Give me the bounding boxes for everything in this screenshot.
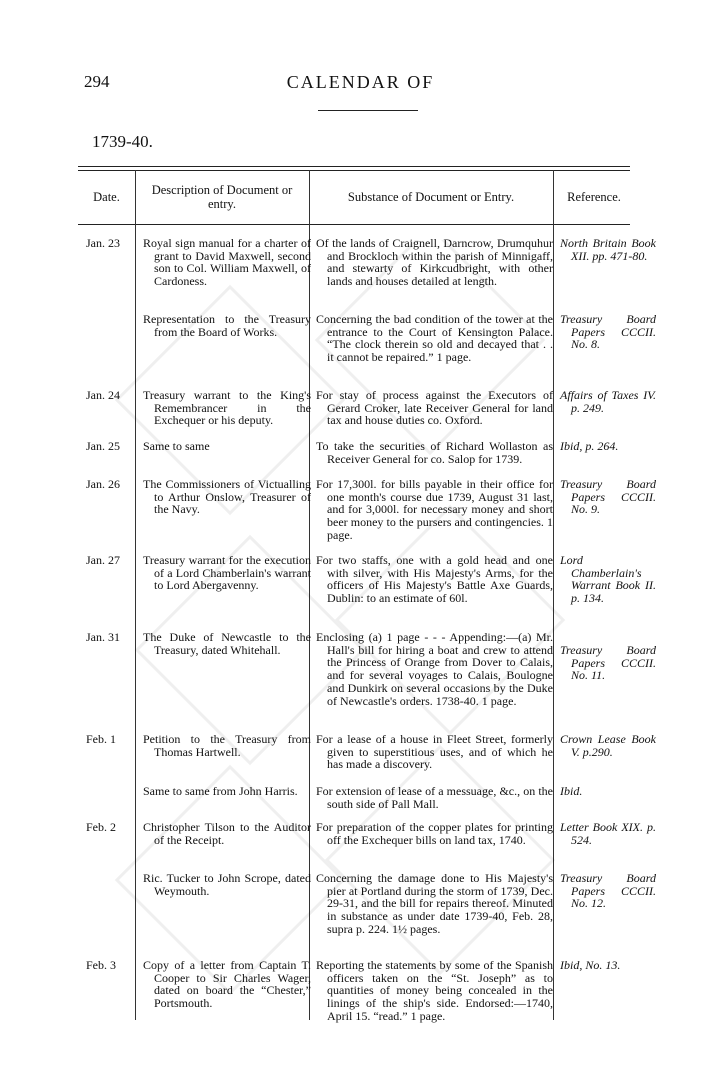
entry-substance: For two staffs, one with a gold head and one with silver, with His Majesty's Arms, for the officers of His Majesty's Battle Axe Guards, Dublin: to an estimate of 60l. xyxy=(316,553,553,606)
entry-description: The Duke of Newcastle to the Treasury, dated Whitehall. xyxy=(143,630,311,657)
entry-reference: Letter Book XIX. p. 524. xyxy=(560,820,656,847)
entry-reference: Affairs of Taxes IV. p. 249. xyxy=(560,388,656,415)
entry-date: Jan. 23 xyxy=(86,236,120,250)
entry-substance: Concerning the damage done to His Majesty's pier at Portland during the storm of 1739, Dec. 29-31, and the bill for repairs thereof. Minuted in substance as under date 1739-40, Feb. 28, supra p. 224. 1½ pages. xyxy=(316,871,553,936)
entry-substance: For 17,300l. for bills payable in their office for one month's course due 1739, August 31 last, and for 3,000l. for necessary money and short beer money to the pursers and contingencies. 1 page. xyxy=(316,477,553,542)
entry-substance: Reporting the statements by some of the Spanish officers taken on the “St. Joseph” as to quantities of money being concealed in the linings of the ship's side. Endorsed:—1740, April 15. “read.” 1 page. xyxy=(316,958,553,1023)
page-number: 294 xyxy=(84,72,110,91)
entry-reference: Treasury Board Papers CCCII. No. 11. xyxy=(560,643,656,683)
entry-description: Petition to the Treasury from Thomas Hartwell. xyxy=(143,732,311,759)
entry-reference: Ibid, p. 264. xyxy=(560,439,619,453)
entry-date: Jan. 31 xyxy=(86,630,120,644)
entry-substance: For preparation of the copper plates for printing off the Exchequer bills on land tax, 1740. xyxy=(316,820,553,847)
entry-date: Jan. 25 xyxy=(86,439,120,453)
column-header-description: Description of Document or entry. xyxy=(151,183,293,211)
column-header-reference: Reference. xyxy=(567,190,621,204)
entry-date: Feb. 1 xyxy=(86,732,116,746)
entry-reference: Ibid, No. 13. xyxy=(560,958,621,972)
entry-reference: Treasury Board Papers CCCII. No. 8. xyxy=(560,312,656,352)
entry-substance: Enclosing (a) 1 page - - - Appending:—(a) Mr. Hall's bill for hiring a boat and crew to attend the Princess of Orange from Dover to Calais, and for several voyages to Calais, Boulogne and Dunkirk on several occasions by the Duke of Newcastle's orders. 1738-40. 1 page. xyxy=(316,630,553,708)
entry-date: Feb. 2 xyxy=(86,820,116,834)
entry-reference: Treasury Board Papers CCCII. No. 9. xyxy=(560,477,656,517)
entry-substance: For a lease of a house in Fleet Street, formerly given to superstitious uses, and of which he has made a discovery. xyxy=(316,732,553,772)
entry-reference: North Britain Book XII. pp. 471-80. xyxy=(560,236,656,263)
entry-substance: To take the securities of Richard Wollaston as Receiver General for co. Salop for 1739. xyxy=(316,439,553,466)
entry-substance: Of the lands of Craignell, Darncrow, Drumquhur and Brockloch within the parish of Minnigaff, and stewarty of Kirkcudbright, with other lands and houses detailed at length. xyxy=(316,236,553,289)
entry-reference: Treasury Board Papers CCCII. No. 12. xyxy=(560,871,656,911)
entry-description: Same to same from John Harris. xyxy=(143,784,298,798)
entry-description: Copy of a letter from Captain T. Cooper to Sir Charles Wager, dated on board the “Chester,” Portsmouth. xyxy=(143,958,311,1011)
entry-date: Jan. 26 xyxy=(86,477,120,491)
entry-description: Treasury warrant for the execution of a Lord Chamberlain's warrant to Lord Abergavenny. xyxy=(143,553,311,593)
table-top-rule xyxy=(78,166,630,167)
column-header-date: Date. xyxy=(93,190,120,204)
column-header-substance: Substance of Document or Entry. xyxy=(347,190,515,204)
entry-substance: For extension of lease of a messuage, &c., on the south side of Pall Mall. xyxy=(316,784,553,811)
table-header-rule xyxy=(78,224,630,225)
title-rule xyxy=(318,110,418,111)
entry-date: Feb. 3 xyxy=(86,958,116,972)
entry-description: The Commissioners of Victualling to Arthur Onslow, Treasurer of the Navy. xyxy=(143,477,311,517)
entry-substance: Concerning the bad condition of the tower at the entrance to the Court of Kensington Palace. “The clock therein so old and decayed that . . it cannot be repaired.” 1 page. xyxy=(316,312,553,365)
entry-substance: For stay of process against the Executors of Gerard Croker, late Receiver General for land tax and house duties co. Oxford. xyxy=(316,388,553,428)
entry-date: Jan. 27 xyxy=(86,553,120,567)
entry-date: Jan. 24 xyxy=(86,388,120,402)
year-heading: 1739-40. xyxy=(92,132,153,151)
entry-description: Ric. Tucker to John Scrope, dated Weymouth. xyxy=(143,871,311,898)
running-title: CALENDAR OF xyxy=(286,72,435,92)
entry-description: Treasury warrant to the King's Remembrancer in the Exchequer or his deputy. xyxy=(143,388,311,428)
column-divider xyxy=(553,170,554,1020)
entry-description: Christopher Tilson to the Auditor of the Receipt. xyxy=(143,820,311,847)
entry-description: Royal sign manual for a charter of grant to David Maxwell, second son to Col. William Maxwell, of Cardoness. xyxy=(143,236,311,289)
entry-reference: Lord Chamberlain's Warrant Book II. p. 134. xyxy=(560,553,656,606)
entry-description: Same to same xyxy=(143,439,210,453)
entry-description: Representation to the Treasury from the Board of Works. xyxy=(143,312,311,339)
page-header xyxy=(0,72,721,96)
entry-reference: Ibid. xyxy=(560,784,583,798)
entry-reference: Crown Lease Book V. p.290. xyxy=(560,732,656,759)
column-divider xyxy=(135,170,136,1020)
